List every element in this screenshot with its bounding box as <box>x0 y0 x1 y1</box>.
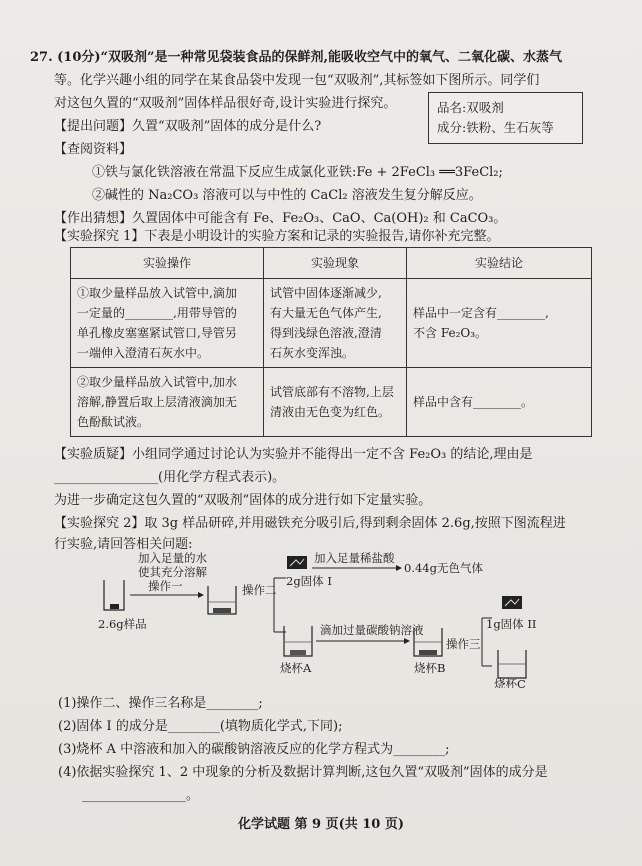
cell-line: 清液由无色变为红色。 <box>270 405 391 419</box>
header-conclusion: 实验结论 <box>407 248 592 279</box>
label-name: 品名:双吸剂 <box>437 100 504 115</box>
solid-2-label: 1g固体 II <box>486 617 537 631</box>
row2-phenomenon <box>264 368 407 437</box>
cell-line: ②取少量样品放入试管中,加水 <box>77 375 237 389</box>
beaker-b-label: 烧杯B <box>414 661 446 675</box>
experiment-table <box>70 247 592 437</box>
problem-statement: 【提出问题】久置“双吸剂”固体的成分是什么? <box>54 119 322 134</box>
beaker-a-label: 烧杯A <box>280 661 312 675</box>
question-1: (1)操作二、操作三名称是________; <box>58 696 263 711</box>
question-4-line-1: (4)依据实验探究 1、2 中现象的分析及数据计算判断,这包久置“双吸剂”固体的成分是 <box>58 765 548 780</box>
row1-operation <box>71 279 264 368</box>
experiment-2-line-2: 行实验,请回答相关问题: <box>54 537 193 552</box>
cell-line: 色酚酞试液。 <box>77 415 150 429</box>
question-3: (3)烧杯 A 中溶液和加入的碳酸钠溶液反应的化学方程式为________; <box>58 742 450 757</box>
further-experiment: 为进一步确定这包久置的“双吸剂”固体的成分进行如下定量实验。 <box>54 493 432 508</box>
beaker-c-label: 烧杯C <box>494 677 526 688</box>
table-row <box>71 279 592 368</box>
row2-operation <box>71 368 264 437</box>
experiment-1-intro: 【实验探究 1】下表是小明设计的实验方案和记录的实验报告,请你补充完整。 <box>54 229 500 244</box>
reference-2: ②碱性的 Na₂CO₃ 溶液可以与中性的 CaCl₂ 溶液发生复分解反应。 <box>92 188 482 203</box>
row1-conclusion <box>407 279 592 368</box>
doubt-line-1: 【实验质疑】小组同学通过讨论认为实验并不能得出一定不含 Fe₂O₃ 的结论,理由是 <box>54 447 533 462</box>
cell-line: 一端伸入澄清石灰水中。 <box>77 346 210 360</box>
label-composition: 成分:铁粉、生石灰等 <box>437 120 554 135</box>
op2-label: 操作二 <box>242 583 277 597</box>
question-4-line-2: ________________。 <box>82 788 200 803</box>
question-2: (2)固体 I 的成分是________(填物质化学式,下同); <box>58 719 343 734</box>
cell-line: 石灰水变浑浊。 <box>270 346 355 360</box>
add-na2co3-label: 滴加过量碳酸钠溶液 <box>320 623 424 637</box>
cell-line: 单孔橡皮塞塞紧试管口,导管另 <box>77 326 237 340</box>
cell-line: 不含 Fe₂O₃。 <box>413 326 488 340</box>
sample-tube <box>104 580 124 610</box>
table-row <box>71 368 592 437</box>
add-water-label-2: 使其充分溶解 <box>138 565 207 579</box>
solid-2-dish <box>502 596 522 609</box>
intro-line-2: 等。化学兴趣小组的同学在某食品袋中发现一包“双吸剂”,其标签如下图所示。同学们 <box>54 73 540 88</box>
add-hcl-label: 加入足量稀盐酸 <box>314 551 395 565</box>
cell-line: 试管中固体逐渐减少, <box>270 286 382 300</box>
table-header-row <box>71 248 592 279</box>
hypothesis: 【作出猜想】久置固体中可能含有 Fe、Fe₂O₃、CaO、Ca(OH)₂ 和 CaCO₃。 <box>54 211 507 226</box>
beaker-c <box>498 650 526 678</box>
intro-line-1: 27. (10分)“双吸剂”是一种常见袋装食品的保鲜剂,能吸收空气中的氧气、二氧化碳、水蒸气 <box>30 50 563 65</box>
product-label <box>428 92 583 144</box>
cell-line: 样品中一定含有________, <box>413 306 549 320</box>
op1-label: 操作一 <box>148 579 183 593</box>
solid-1-dish <box>287 556 307 569</box>
cell-line: 试管底部有不溶物,上层 <box>270 385 394 399</box>
add-water-label-1: 加入足量的水 <box>138 551 207 565</box>
flow-diagram <box>90 548 630 688</box>
header-operation: 实验操作 <box>71 248 264 279</box>
page-footer: 化学试题 第 9 页(共 10 页) <box>237 817 405 832</box>
middle-beaker <box>208 586 236 614</box>
experiment-2-line-1: 【实验探究 2】取 3g 样品研碎,并用磁铁充分吸引后,得到剩余固体 2.6g,按照下图流程进 <box>54 516 566 531</box>
cell-line: 一定量的________,用带导管的 <box>77 306 237 320</box>
beaker-a <box>284 626 312 656</box>
header-phenomenon: 实验现象 <box>264 248 407 279</box>
doubt-line-2: ________________(用化学方程式表示)。 <box>54 470 286 485</box>
cell-line: ①取少量样品放入试管中,滴加 <box>77 286 237 300</box>
reference-1: ①铁与氯化铁溶液在常温下反应生成氯化亚铁:Fe + 2FeCl₃ ══3FeCl₂; <box>92 165 503 180</box>
cell-line: 样品中含有________。 <box>413 395 534 409</box>
cell-line: 得到浅绿色溶液,澄清 <box>270 326 382 340</box>
cell-line: 有大量无色气体产生, <box>270 306 382 320</box>
row1-phenomenon <box>264 279 407 368</box>
sample-label: 2.6g样品 <box>98 617 147 631</box>
op3-label: 操作三 <box>446 637 481 651</box>
solid-1-label: 2g固体 I <box>286 574 332 588</box>
reference-title: 【查阅资料】 <box>54 142 133 157</box>
gas-label: 0.44g无色气体 <box>404 561 483 575</box>
row2-conclusion <box>407 368 592 437</box>
intro-line-3: 对这包久置的“双吸剂”固体样品很好奇,设计实验进行探究。 <box>54 96 397 111</box>
cell-line: 溶解,静置后取上层清液滴加无 <box>77 395 237 409</box>
